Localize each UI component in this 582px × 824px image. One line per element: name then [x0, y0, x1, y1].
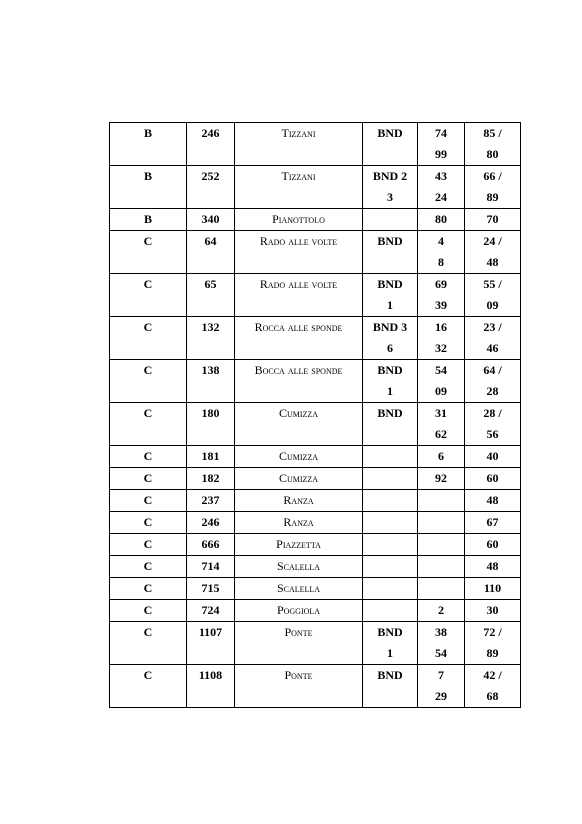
- ratio-cell-line: 09: [486, 298, 499, 312]
- table-row: [110, 512, 521, 534]
- bnd-cell: [363, 166, 418, 209]
- value-cell: [418, 123, 465, 166]
- value-cell: [418, 209, 465, 231]
- class-cell: B: [110, 209, 187, 231]
- ratio-cell-line: 28: [486, 384, 499, 398]
- bnd-cell-line: [363, 490, 417, 511]
- table-row: [110, 360, 521, 403]
- bnd-cell-line: [363, 144, 417, 165]
- place-name-cell: Piazzetta: [235, 534, 363, 556]
- ratio-cell: [465, 468, 521, 490]
- value-cell-line: [418, 490, 464, 511]
- ratio-cell-line: 55 /: [483, 277, 502, 291]
- class-cell: C: [110, 578, 187, 600]
- bnd-cell-line: [363, 534, 417, 555]
- value-cell: [418, 556, 465, 578]
- bnd-cell: [363, 123, 418, 166]
- number-cell: 182: [187, 468, 235, 490]
- number-cell: 132: [187, 317, 235, 360]
- bnd-cell: [363, 578, 418, 600]
- value-cell-line: 16: [435, 320, 447, 334]
- ratio-cell: [465, 166, 521, 209]
- bnd-cell-line: 1: [387, 384, 393, 398]
- ratio-cell: [465, 665, 521, 708]
- value-cell-line: 29: [435, 689, 447, 703]
- number-cell: 714: [187, 556, 235, 578]
- table-row: [110, 123, 521, 166]
- value-cell: [418, 317, 465, 360]
- bnd-cell: [363, 403, 418, 446]
- bnd-cell-line: BND 3: [372, 320, 408, 334]
- value-cell: [418, 231, 465, 274]
- class-cell: C: [110, 556, 187, 578]
- table-row: [110, 665, 521, 708]
- ratio-cell-line: 30: [486, 603, 499, 617]
- value-cell-line: 80: [435, 212, 447, 226]
- value-cell-line: 54: [435, 363, 447, 377]
- bnd-cell-line: BND: [377, 234, 403, 248]
- ratio-cell-line: 46: [486, 341, 499, 355]
- ratio-cell-line: 89: [486, 190, 499, 204]
- bnd-cell-line: [363, 686, 417, 707]
- value-cell-line: 74: [435, 126, 447, 140]
- ratio-cell-line: 67: [486, 515, 499, 529]
- bnd-cell-line: [363, 600, 417, 621]
- class-cell: C: [110, 360, 187, 403]
- bnd-cell: [363, 622, 418, 665]
- bnd-cell: [363, 209, 418, 231]
- ratio-cell: [465, 446, 521, 468]
- ratio-cell: [465, 578, 521, 600]
- value-cell-line: 69: [435, 277, 447, 291]
- ratio-cell: [465, 556, 521, 578]
- class-cell: C: [110, 665, 187, 708]
- ratio-cell-line: 80: [486, 147, 499, 161]
- bnd-cell-line: 3: [387, 190, 393, 204]
- ratio-cell: [465, 403, 521, 446]
- bnd-cell-line: BND: [377, 625, 403, 639]
- value-cell: [418, 534, 465, 556]
- value-cell-line: 7: [438, 668, 444, 682]
- number-cell: 246: [187, 123, 235, 166]
- bnd-cell: [363, 512, 418, 534]
- bnd-cell-line: [363, 424, 417, 445]
- number-cell: 65: [187, 274, 235, 317]
- place-name-cell: Ranza: [235, 512, 363, 534]
- number-cell: 181: [187, 446, 235, 468]
- number-cell: 252: [187, 166, 235, 209]
- value-cell: [418, 166, 465, 209]
- value-cell: [418, 360, 465, 403]
- ratio-cell: [465, 512, 521, 534]
- value-cell: [418, 665, 465, 708]
- class-cell: C: [110, 534, 187, 556]
- place-name-cell: Scalella: [235, 578, 363, 600]
- place-name-cell: Pianottolo: [235, 209, 363, 231]
- bnd-cell-line: 1: [387, 646, 393, 660]
- bnd-cell-line: [363, 209, 417, 230]
- class-cell: C: [110, 274, 187, 317]
- number-cell: 1108: [187, 665, 235, 708]
- ratio-cell: [465, 317, 521, 360]
- place-name-cell: Rado alle volte: [235, 274, 363, 317]
- ratio-cell: [465, 274, 521, 317]
- value-cell-line: 92: [435, 471, 447, 485]
- table-row: [110, 600, 521, 622]
- number-cell: 1107: [187, 622, 235, 665]
- table-row: [110, 317, 521, 360]
- place-name-cell: Ponte: [235, 665, 363, 708]
- bnd-cell-line: 6: [387, 341, 393, 355]
- ratio-cell-line: 23 /: [483, 320, 502, 334]
- place-name-cell: Bocca alle sponde: [235, 360, 363, 403]
- value-cell: [418, 403, 465, 446]
- ratio-cell: [465, 622, 521, 665]
- ratio-cell-line: 64 /: [483, 363, 502, 377]
- bnd-cell-line: BND: [377, 668, 403, 682]
- ratio-cell: [465, 360, 521, 403]
- class-cell: C: [110, 403, 187, 446]
- value-cell-line: 54: [435, 646, 447, 660]
- class-cell: C: [110, 446, 187, 468]
- value-cell-line: 43: [435, 169, 447, 183]
- place-name-cell: Tizzani: [235, 166, 363, 209]
- bnd-cell: [363, 231, 418, 274]
- value-cell-line: 39: [435, 298, 447, 312]
- bnd-cell: [363, 556, 418, 578]
- class-cell: C: [110, 468, 187, 490]
- ratio-cell-line: 60: [486, 471, 499, 485]
- ratio-cell: [465, 490, 521, 512]
- table-row: [110, 446, 521, 468]
- value-cell-line: 62: [435, 427, 447, 441]
- table-row: [110, 468, 521, 490]
- value-cell-line: 09: [435, 384, 447, 398]
- class-cell: C: [110, 490, 187, 512]
- value-cell-line: 24: [435, 190, 447, 204]
- value-cell-line: 2: [438, 603, 444, 617]
- ratio-cell: [465, 534, 521, 556]
- value-cell-line: 4: [438, 234, 444, 248]
- value-cell: [418, 578, 465, 600]
- bnd-cell-line: BND: [377, 406, 403, 420]
- table-row: [110, 622, 521, 665]
- ratio-cell: [465, 231, 521, 274]
- table-row: [110, 556, 521, 578]
- ratio-cell-line: 42 /: [483, 668, 502, 682]
- bnd-cell: [363, 490, 418, 512]
- bnd-cell-line: BND: [377, 363, 403, 377]
- ratio-cell-line: 60: [486, 537, 499, 551]
- table-row: [110, 490, 521, 512]
- value-cell-line: [418, 534, 464, 555]
- ratio-cell: [465, 600, 521, 622]
- table-body: [110, 123, 521, 708]
- number-cell: 237: [187, 490, 235, 512]
- value-cell-line: [418, 556, 464, 577]
- number-cell: 340: [187, 209, 235, 231]
- bnd-cell-line: [363, 556, 417, 577]
- number-cell: 246: [187, 512, 235, 534]
- ratio-cell: [465, 209, 521, 231]
- value-cell-line: [418, 512, 464, 533]
- bnd-cell: [363, 446, 418, 468]
- class-cell: B: [110, 166, 187, 209]
- ratio-cell-line: 56: [486, 427, 499, 441]
- table-row: [110, 403, 521, 446]
- bnd-cell-line: [363, 446, 417, 467]
- data-table: [109, 122, 521, 708]
- class-cell: C: [110, 231, 187, 274]
- value-cell-line: 38: [435, 625, 447, 639]
- table-row: [110, 231, 521, 274]
- ratio-cell-line: 48: [486, 493, 499, 507]
- ratio-cell-line: 68: [486, 689, 499, 703]
- bnd-cell: [363, 274, 418, 317]
- value-cell-line: 99: [435, 147, 447, 161]
- ratio-cell-line: 28 /: [483, 406, 502, 420]
- place-name-cell: Cumizza: [235, 446, 363, 468]
- class-cell: C: [110, 600, 187, 622]
- ratio-cell-line: 72 /: [483, 625, 502, 639]
- class-cell: C: [110, 512, 187, 534]
- value-cell: [418, 446, 465, 468]
- place-name-cell: Rocca alle sponde: [235, 317, 363, 360]
- ratio-cell: [465, 123, 521, 166]
- bnd-cell: [363, 317, 418, 360]
- number-cell: 724: [187, 600, 235, 622]
- table-row: [110, 534, 521, 556]
- value-cell-line: 31: [435, 406, 447, 420]
- ratio-cell-line: 24 /: [483, 234, 502, 248]
- value-cell-line: [418, 578, 464, 599]
- place-name-cell: Rado alle volte: [235, 231, 363, 274]
- bnd-cell-line: [363, 512, 417, 533]
- class-cell: C: [110, 317, 187, 360]
- value-cell-line: 32: [435, 341, 447, 355]
- ratio-cell-line: 40: [486, 449, 499, 463]
- ratio-cell-line: 70: [486, 212, 499, 226]
- class-cell: C: [110, 622, 187, 665]
- bnd-cell: [363, 665, 418, 708]
- bnd-cell: [363, 360, 418, 403]
- bnd-cell: [363, 468, 418, 490]
- ratio-cell-line: 85 /: [483, 126, 502, 140]
- number-cell: 138: [187, 360, 235, 403]
- place-name-cell: Poggiola: [235, 600, 363, 622]
- number-cell: 666: [187, 534, 235, 556]
- value-cell-line: 6: [438, 449, 444, 463]
- bnd-cell-line: [363, 578, 417, 599]
- table-row: [110, 166, 521, 209]
- bnd-cell-line: BND: [377, 277, 403, 291]
- ratio-cell-line: 89: [486, 646, 499, 660]
- place-name-cell: Cumizza: [235, 403, 363, 446]
- bnd-cell: [363, 534, 418, 556]
- table-row: [110, 209, 521, 231]
- number-cell: 180: [187, 403, 235, 446]
- place-name-cell: Scalella: [235, 556, 363, 578]
- bnd-cell-line: BND 2: [372, 169, 408, 183]
- place-name-cell: Ponte: [235, 622, 363, 665]
- bnd-cell: [363, 600, 418, 622]
- table-row: [110, 274, 521, 317]
- value-cell: [418, 600, 465, 622]
- place-name-cell: Tizzani: [235, 123, 363, 166]
- bnd-cell-line: 1: [387, 298, 393, 312]
- class-cell: B: [110, 123, 187, 166]
- place-name-cell: Cumizza: [235, 468, 363, 490]
- value-cell: [418, 512, 465, 534]
- ratio-cell-line: 66 /: [483, 169, 502, 183]
- place-name-cell: Ranza: [235, 490, 363, 512]
- number-cell: 715: [187, 578, 235, 600]
- value-cell-line: 8: [438, 255, 444, 269]
- value-cell: [418, 274, 465, 317]
- ratio-cell-line: 48: [486, 559, 499, 573]
- value-cell: [418, 622, 465, 665]
- bnd-cell-line: [363, 468, 417, 489]
- value-cell: [418, 468, 465, 490]
- bnd-cell-line: [363, 252, 417, 273]
- number-cell: 64: [187, 231, 235, 274]
- ratio-cell-line: 110: [483, 581, 502, 595]
- ratio-cell-line: 48: [486, 255, 499, 269]
- bnd-cell-line: BND: [377, 126, 403, 140]
- table-row: [110, 578, 521, 600]
- value-cell: [418, 490, 465, 512]
